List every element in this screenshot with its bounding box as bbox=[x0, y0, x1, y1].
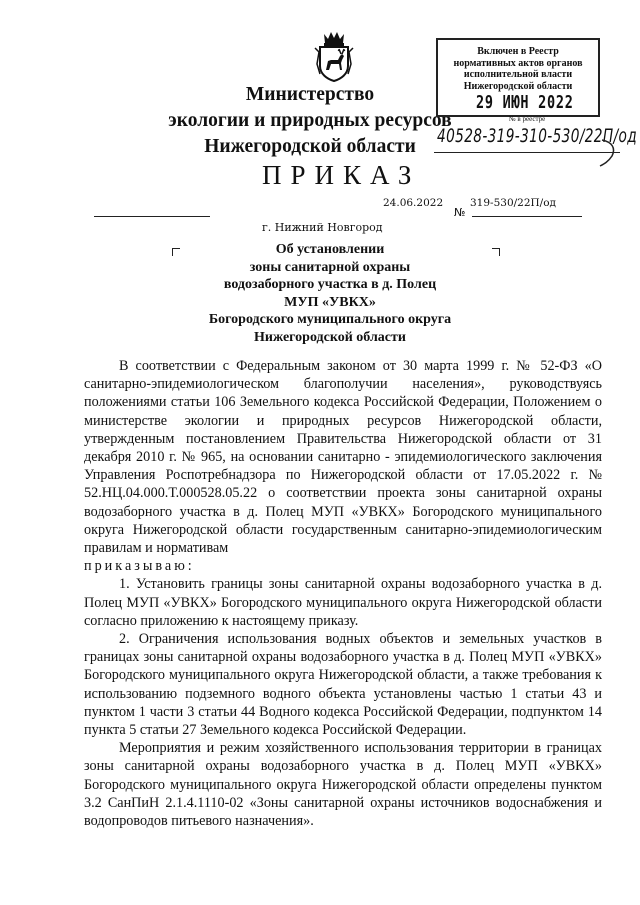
coat-of-arms-icon bbox=[311, 30, 357, 82]
ministry-line-3: Нижегородской области bbox=[204, 136, 416, 157]
stamp-date: 29 ИЮН 2022 bbox=[476, 92, 574, 113]
registry-number: 40528-319-310-530/22П/од bbox=[437, 125, 638, 147]
stamp-reg-label: № в реестре bbox=[509, 115, 546, 123]
heading-corner-right bbox=[492, 248, 500, 256]
order-word: приказываю: bbox=[84, 558, 195, 575]
stamp-line-1: Включен в Реестр bbox=[477, 46, 559, 57]
stamp-line-4: Нижегородской области bbox=[463, 80, 573, 92]
heading-line-5: Богородского муниципального округа bbox=[208, 312, 452, 328]
heading-line-6: Нижегородской области bbox=[254, 329, 406, 345]
heading-corner-left bbox=[172, 248, 180, 256]
paragraph-1: 1. Установить границы зоны санитарной охраны водозаборного участка в д. Полец МУП «УВКХ» Богородского муниципального округа Нижегородской области согласно приложению к настоящему приказу. bbox=[84, 576, 602, 629]
ministry-line-1: Министерство bbox=[245, 84, 375, 105]
document-title: ПРИКАЗ bbox=[262, 160, 421, 190]
heading-line-1: Об установлении bbox=[275, 242, 385, 257]
heading-line-2: зоны санитарной охраны bbox=[249, 259, 411, 275]
order-heading bbox=[180, 241, 480, 347]
signature-hook-icon bbox=[598, 138, 620, 168]
date-line bbox=[94, 216, 210, 217]
document-number: 319-530/22П/од bbox=[470, 197, 557, 209]
heading-line-3: водозаборного участка в д. Полец bbox=[223, 277, 437, 293]
number-line bbox=[472, 216, 582, 217]
city: г. Нижний Новгород bbox=[262, 221, 383, 234]
heading-line-4: МУП «УВКХ» bbox=[284, 294, 376, 310]
document-date: 24.06.2022 bbox=[383, 197, 444, 209]
document-body bbox=[84, 357, 602, 830]
number-sign: № bbox=[454, 206, 466, 219]
ministry-name bbox=[140, 82, 480, 160]
registry-underline bbox=[434, 152, 620, 153]
paragraph-2: 2. Ограничения использования водных объектов и земельных участков в границах зоны санитарной охраны водозаборного участка в д. Полец МУП «УВКХ» Богородского муниципального округа Нижегородской области, а также требования к использованию подземного водного объекта установлены частью 1 статьи 43 и пунктом 1 части 3 статьи 44 Водного кодекса Российской Федерации, подпунктом 14 пункта 5 статьи 27 Земельного кодекса Российской Федерации. bbox=[84, 631, 602, 739]
ministry-line-2: экологии и природных ресурсов bbox=[168, 110, 452, 131]
paragraph-preamble: В соответствии с Федеральным законом от 30 марта 1999 г. № 52-ФЗ «О санитарно-эпидемиологическом благополучии населения», руководствуясь положениями статьи 106 Земельного кодекса Российской Федерации, Положением о министерстве экологии и природных ресурсов Нижегородской области, утвержденным постановлением Правительства Нижегородской области от 31 декабря 2010 г. № 965, на основании санитарно - эпидемиологического заключения Управления Роспотребнадзора по Нижегородской области от 17.05.2022 г. № 52.НЦ.04.000.Т.000528.05.22 о соответствии проекта зоны санитарной охраны водозаборного участка в д. Полец МУП «УВКХ» Богородского муниципального округа Нижегородской области государственным санитарно-эпидемиологическим правилам и нормативам bbox=[84, 358, 602, 557]
stamp-line-3: исполнительной власти bbox=[463, 69, 573, 80]
paragraph-3: Мероприятия и режим хозяйственного использования территории в границах зоны санитарной охраны водозаборного участка в д. Полец МУП «УВКХ» Богородского муниципального округа Нижегородской области определены пунктом 3.2 СанПиН 2.1.4.1110-02 «Зоны санитарной охраны источников водоснабжения и водопроводов питьевого назначения». bbox=[84, 740, 602, 830]
stamp-line-2: нормативных актов органов bbox=[453, 57, 583, 69]
